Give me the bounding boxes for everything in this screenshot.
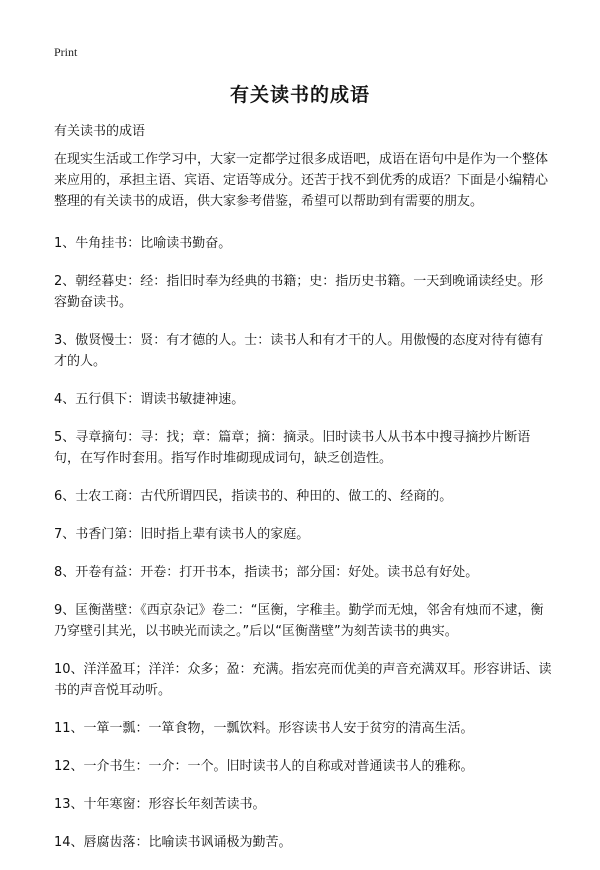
page-title: 有关读书的成语: [229, 84, 370, 106]
idiom-list: [54, 233, 554, 870]
intro-paragraph: 在现实生活或工作学习中，大家一定都学过很多成语吧，成语在语句中是作为一个整体来应用的，承担主语、宾语、定语等成分。还苦于找不到优秀的成语？下面是小编精心整理的有关读书的成语，供大家参考借鉴，希望可以帮助到有需要的朋友。: [54, 152, 549, 209]
document-subtitle: 有关读书的成语: [54, 124, 146, 139]
list-item: 4、五行俱下：谓读书敏捷神速。: [54, 392, 245, 407]
list-item: 3、傲贤慢士：贤：有才德的人。士：读书人和有才干的人。用傲慢的态度对待有德有才的人。: [54, 333, 544, 369]
list-item: 1、牛角挂书：比喻读书勤奋。: [54, 236, 232, 251]
list-item: 14、唇腐齿落：比喻读书讽诵极为勤苦。: [54, 835, 292, 850]
list-item: 11、一箪一瓢：一箪食物，一瓢饮料。形容读书人安于贫穷的清高生活。: [54, 721, 474, 736]
list-item: 5、寻章摘句：寻：找；章：篇章；摘：摘录。旧时读书人从书本中搜寻摘抄片断语句，在写作时套用。指写作时堆砌现成词句，缺乏创造性。: [54, 430, 531, 466]
list-item: 8、开卷有益：开卷：打开书本，指读书；部分国：好处。读书总有好处。: [54, 565, 479, 580]
list-item: 13、十年寒窗：形容长年刻苦读书。: [54, 797, 266, 812]
list-item: 10、洋洋盈耳；洋洋：众多；盈：充满。指宏亮而优美的声音充满双耳。形容讲话、读书的声音悦耳动听。: [54, 662, 552, 698]
list-item: 7、书香门第：旧时指上辈有读书人的家庭。: [54, 527, 310, 542]
list-item: 12、一介书生：一介：一个。旧时读书人的自称或对普通读书人的雅称。: [54, 759, 474, 774]
print-label: Print: [54, 45, 78, 59]
list-item: 6、士农工商：古代所谓四民，指读书的、种田的、做工的、经商的。: [54, 489, 453, 504]
list-item: 2、朝经暮史：经：指旧时奉为经典的书籍；史：指历史书籍。一天到晚诵读经史。形容勤奋读书。: [54, 274, 544, 310]
list-item: 9、匡衡凿壁：《西京杂记》卷二：“匡衡，字稚圭。勤学而无烛，邻舍有烛而不逮，衡乃穿壁引其光，以书映光而读之。”后以“匡衡凿壁”为刻苦读书的典实。: [54, 603, 544, 639]
